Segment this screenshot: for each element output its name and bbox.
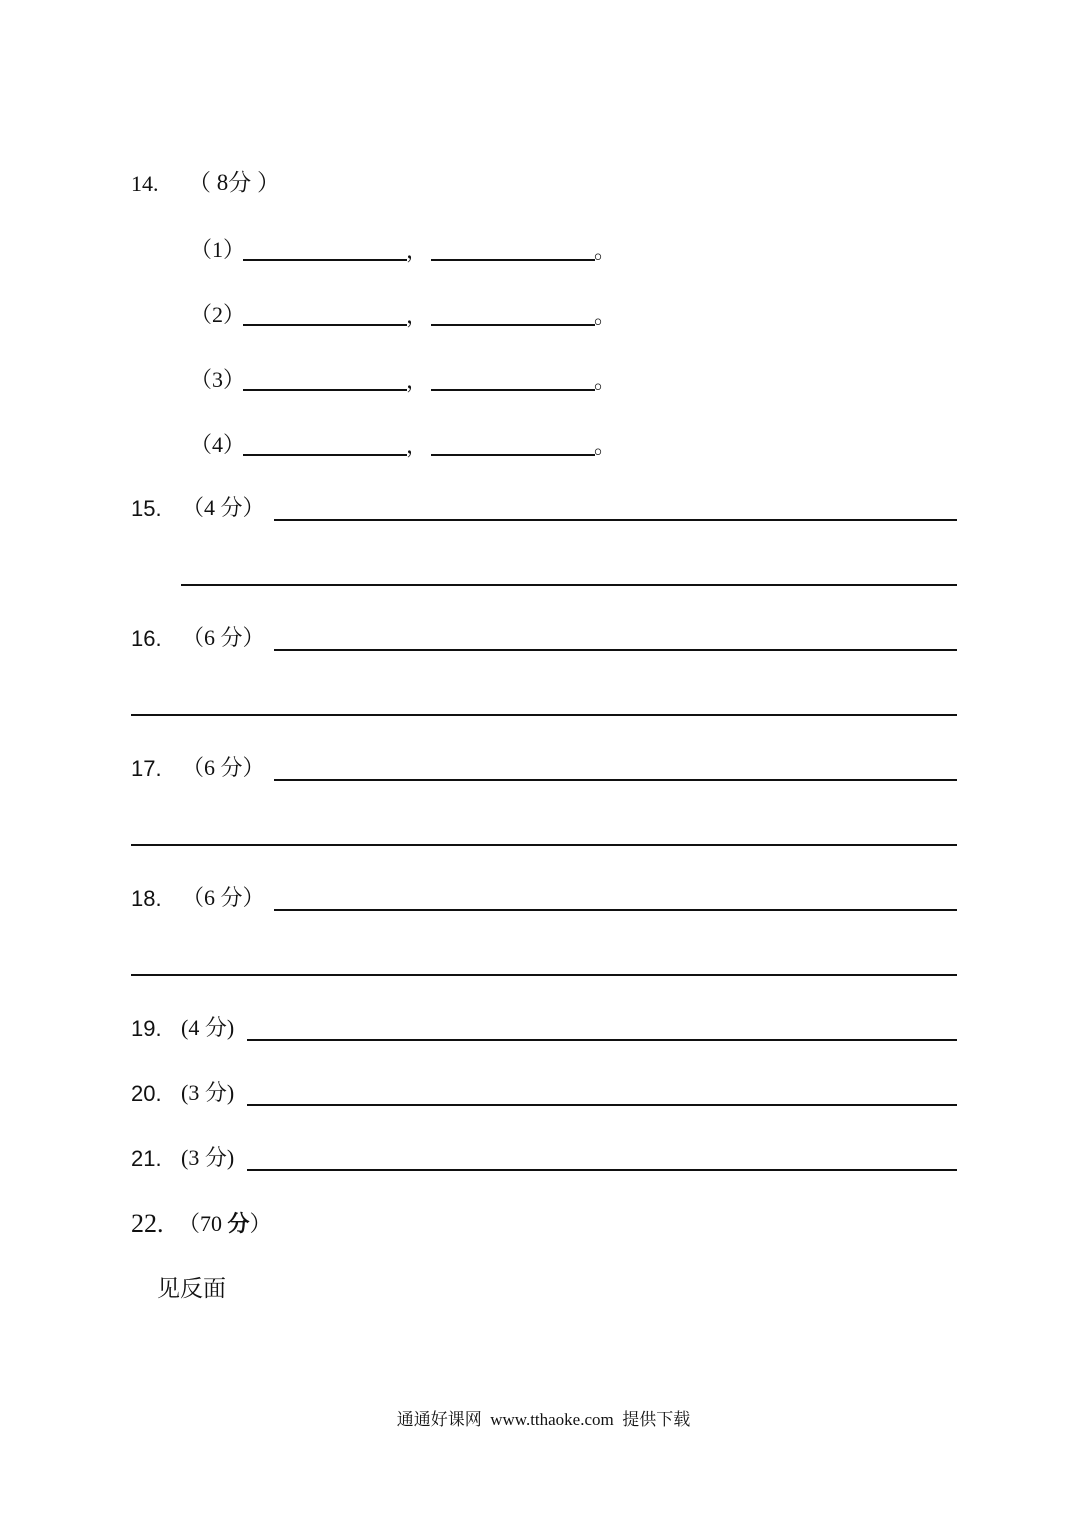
- q14-part-2-label: （2）: [190, 302, 246, 327]
- q14-points: （ 8分 ）: [188, 170, 280, 195]
- q14-part-1-label: （1）: [190, 237, 246, 262]
- q22-points-open: （70: [178, 1211, 228, 1236]
- q17-number: 17.: [131, 756, 162, 781]
- q18-number: 18.: [131, 886, 162, 911]
- q14-part-1-blank-a[interactable]: [243, 259, 407, 261]
- q14-part-3-comma: ，: [406, 368, 429, 393]
- page-footer: 通通好课网 www.tthaoke.com 提供下载: [396, 1410, 691, 1429]
- q22-number: 22.: [131, 1209, 164, 1238]
- q21-number: 21.: [131, 1146, 162, 1171]
- q14-part-3-blank-a[interactable]: [243, 389, 407, 391]
- q18-answer-line-1[interactable]: [274, 909, 957, 911]
- q17-points: （6 分）: [182, 755, 265, 780]
- q14-part-2-period: 。: [594, 303, 617, 328]
- q19-points: (4 分): [181, 1015, 235, 1040]
- q14-part-4-blank-a[interactable]: [243, 454, 407, 456]
- q14-part-2-blank-a[interactable]: [243, 324, 407, 326]
- q14-part-4-period: 。: [594, 433, 617, 458]
- q14-part-1-period: 。: [594, 238, 617, 263]
- q14-part-2-comma: ，: [406, 303, 429, 328]
- see-reverse-note: 见反面: [157, 1275, 226, 1301]
- q22-points-unit: 分: [227, 1211, 250, 1236]
- q17-answer-line-2[interactable]: [131, 844, 957, 846]
- q19-answer-line[interactable]: [247, 1039, 957, 1041]
- q21-answer-line[interactable]: [247, 1169, 957, 1171]
- q14-number: 14.: [131, 171, 159, 196]
- q15-number: 15.: [131, 496, 162, 521]
- q15-answer-line-1[interactable]: [274, 519, 957, 521]
- q16-number: 16.: [131, 626, 162, 651]
- q22-points-close: ）: [249, 1211, 272, 1236]
- q14-part-3-blank-b[interactable]: [431, 389, 595, 391]
- q15-answer-line-2[interactable]: [181, 584, 957, 586]
- q19-number: 19.: [131, 1016, 162, 1041]
- q14-part-4-label: （4）: [190, 432, 246, 457]
- q20-points: (3 分): [181, 1080, 235, 1105]
- q14-part-2-blank-b[interactable]: [431, 324, 595, 326]
- q20-number: 20.: [131, 1081, 162, 1106]
- q18-answer-line-2[interactable]: [131, 974, 957, 976]
- q16-answer-line-2[interactable]: [131, 714, 957, 716]
- q14-part-4-comma: ，: [406, 433, 429, 458]
- q14-part-1-comma: ，: [406, 238, 429, 263]
- q18-points: （6 分）: [182, 885, 265, 910]
- q17-answer-line-1[interactable]: [274, 779, 957, 781]
- q22-points: [178, 1213, 272, 1235]
- q21-points: (3 分): [181, 1145, 235, 1170]
- q16-answer-line-1[interactable]: [274, 649, 957, 651]
- q14-part-3-label: （3）: [190, 367, 246, 392]
- q16-points: （6 分）: [182, 625, 265, 650]
- q14-part-3-period: 。: [594, 368, 617, 393]
- q15-points: （4 分）: [182, 495, 265, 520]
- q20-answer-line[interactable]: [247, 1104, 957, 1106]
- q14-part-4-blank-b[interactable]: [431, 454, 595, 456]
- q14-part-1-blank-b[interactable]: [431, 259, 595, 261]
